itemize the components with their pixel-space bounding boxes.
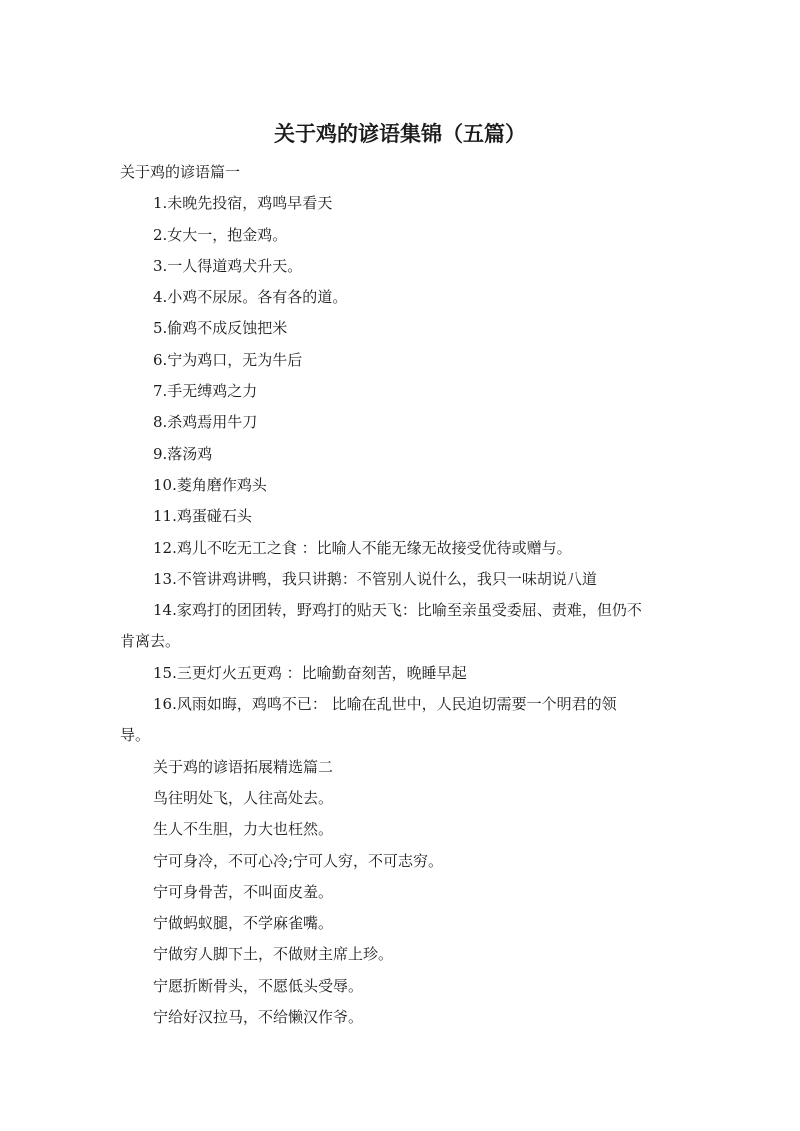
saying-item-2: 生人不生胆，力大也枉然。	[153, 820, 334, 839]
proverb-item-3: 3.一人得道鸡犬升天。	[153, 256, 303, 275]
section-heading-1: 关于鸡的谚语篇一	[120, 163, 241, 181]
proverb-item-10: 10.菱角磨作鸡头	[153, 475, 267, 494]
saying-item-5: 宁做蚂蚁腿，不学麻雀嘴。	[153, 914, 334, 933]
proverb-item-7: 7.手无缚鸡之力	[153, 382, 258, 401]
proverb-item-9: 9.落汤鸡	[153, 444, 213, 463]
saying-item-6: 宁做穷人脚下土，不做财主席上珍。	[153, 945, 394, 964]
proverb-item-1: 1.未晚先投宿，鸡鸣早看天	[153, 194, 333, 213]
proverb-item-2: 2.女大一，抱金鸡。	[153, 225, 288, 244]
proverb-item-12: 12.鸡儿不吃无工之食 ：比喻人不能无缘无故接受优待或赠与。	[153, 538, 572, 557]
proverb-item-8: 8.杀鸡焉用牛刀	[153, 413, 258, 432]
proverb-item-14	[120, 595, 675, 658]
section-heading-2: 关于鸡的谚语拓展精选篇二	[153, 757, 334, 776]
proverb-item-4: 4.小鸡不尿尿。各有各的道。	[153, 288, 348, 307]
proverb-item-15: 15.三更灯火五更鸡 ：比喻勤奋刻苦，晚睡早起	[153, 663, 467, 682]
proverb-item-13: 13.不管讲鸡讲鸭，我只讲鹅：不管别人说什么，我只一味胡说八道	[153, 569, 597, 588]
proverb-item-14-line-1: 14.家鸡打的团团转，野鸡打的贴天飞：比喻至亲虽受委屈、责难，但仍不	[153, 601, 642, 620]
saying-item-7: 宁愿折断骨头，不愿低头受辱。	[153, 976, 364, 995]
saying-item-3: 宁可身冷，不可心冷;宁可人穷，不可志穷。	[153, 851, 444, 870]
saying-item-4: 宁可身骨苦，不叫面皮羞。	[153, 882, 334, 901]
document-body	[120, 157, 675, 1033]
proverb-item-16-line-1: 16.风雨如晦，鸡鸣不已： 比喻在乱世中，人民迫切需要一个明君的领	[153, 695, 617, 714]
saying-item-1: 鸟往明处飞，人往高处去。	[153, 788, 334, 807]
proverb-item-16-line-2: 导。	[120, 726, 151, 745]
document-title: 关于鸡的谚语集锦（五篇）	[274, 122, 526, 146]
saying-item-8: 宁给好汉拉马，不给懒汉作爷。	[153, 1008, 364, 1027]
proverb-item-6: 6.宁为鸡口，无为牛后	[153, 350, 303, 369]
proverb-item-11: 11.鸡蛋碰石头	[153, 507, 252, 526]
proverb-item-5: 5.偷鸡不成反蚀把米	[153, 319, 288, 338]
proverb-item-16	[120, 689, 675, 752]
proverb-item-14-line-2: 肯离去。	[120, 632, 181, 651]
